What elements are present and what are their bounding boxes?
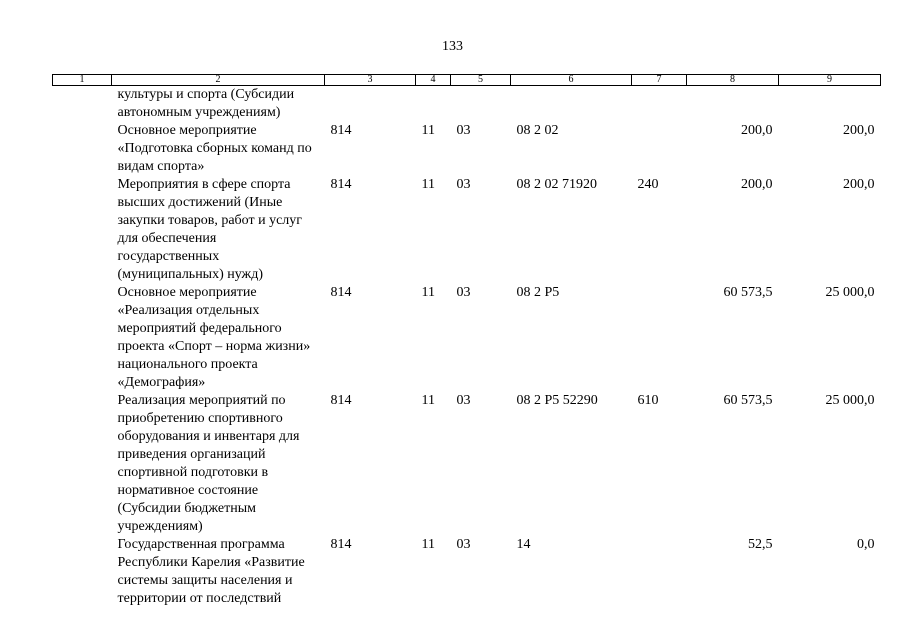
- row-target-code: 08 2 P5: [516, 285, 560, 300]
- column-header-5: 5: [451, 75, 511, 86]
- row-expense-type: [632, 86, 687, 123]
- row-admin-code: 814: [330, 123, 352, 138]
- row-name: Мероприятия в сфере спорта высших достижений (Иные закупки товаров, работ и услуг для обеспечения государственных (муниципальных) нужд): [117, 177, 303, 282]
- row-subsection: [451, 86, 511, 123]
- row-amount-1: 200,0: [741, 177, 773, 192]
- table-row: [53, 122, 881, 176]
- row-expense-type: [632, 536, 687, 608]
- row-col1: [53, 392, 112, 536]
- table-row: [53, 392, 881, 536]
- row-subsection: 03: [456, 177, 471, 192]
- row-expense-type: [632, 122, 687, 176]
- row-col1: [53, 122, 112, 176]
- column-header-4: 4: [416, 75, 451, 86]
- row-amount-2: 25 000,0: [825, 393, 875, 408]
- row-admin-code: 814: [330, 177, 352, 192]
- row-section: 11: [421, 537, 435, 552]
- row-section: [416, 86, 451, 123]
- row-col1: [53, 536, 112, 608]
- row-target-code: 08 2 02 71920: [516, 177, 597, 192]
- column-header-2: 2: [112, 75, 325, 86]
- row-target-code: 08 2 02: [516, 123, 559, 138]
- row-subsection: 03: [456, 123, 471, 138]
- column-number-header: [53, 75, 881, 86]
- row-target-code: [511, 86, 632, 123]
- row-amount-1: 52,5: [748, 537, 773, 552]
- row-amount-2: [779, 86, 881, 123]
- row-subsection: 03: [456, 537, 471, 552]
- row-subsection: 03: [456, 393, 471, 408]
- row-name: Реализация мероприятий по приобретению спортивного оборудования и инвентаря для приведения организаций спортивной подготовки в нормативное состояние (Субсидии бюджетным учреждениям): [117, 393, 300, 534]
- row-col1: [53, 284, 112, 392]
- row-name: Основное мероприятие «Подготовка сборных команд по видам спорта»: [117, 123, 312, 174]
- row-expense-type: 610: [637, 393, 659, 408]
- column-header-7: 7: [632, 75, 687, 86]
- row-amount-2: 25 000,0: [825, 285, 875, 300]
- row-target-code: 08 2 P5 52290: [516, 393, 598, 408]
- row-section: 11: [421, 393, 435, 408]
- column-header-6: 6: [511, 75, 632, 86]
- row-subsection: 03: [456, 285, 471, 300]
- row-amount-1: 60 573,5: [723, 393, 773, 408]
- row-admin-code: 814: [330, 285, 352, 300]
- row-admin-code: [325, 86, 416, 123]
- row-amount-2: 200,0: [843, 177, 875, 192]
- row-section: 11: [421, 285, 435, 300]
- column-header-8: 8: [687, 75, 779, 86]
- row-col1: [53, 176, 112, 284]
- row-amount-2: 0,0: [857, 537, 875, 552]
- row-amount-1: 60 573,5: [723, 285, 773, 300]
- row-amount-2: 200,0: [843, 123, 875, 138]
- column-header-3: 3: [325, 75, 416, 86]
- row-target-code: 14: [516, 537, 531, 552]
- row-name: Государственная программа Республики Карелия «Развитие системы защиты населения и территории от последствий: [117, 537, 305, 606]
- table-row: [53, 536, 881, 608]
- row-amount-1: [687, 86, 779, 123]
- row-admin-code: 814: [330, 537, 352, 552]
- budget-table: [52, 74, 881, 608]
- table-row: [53, 176, 881, 284]
- row-section: 11: [421, 177, 435, 192]
- column-header-1: 1: [53, 75, 112, 86]
- row-expense-type: [632, 284, 687, 392]
- page-number: 133: [442, 39, 463, 54]
- column-header-9: 9: [779, 75, 881, 86]
- row-name: культуры и спорта (Субсидии автономным учреждениям): [117, 87, 295, 120]
- row-expense-type: 240: [637, 177, 659, 192]
- row-col1: [53, 86, 112, 123]
- row-name: Основное мероприятие «Реализация отдельных мероприятий федерального проекта «Спорт – норма жизни» национального проекта «Демография»: [117, 285, 311, 390]
- table-row: [53, 86, 881, 123]
- table-row: [53, 284, 881, 392]
- row-section: 11: [421, 123, 435, 138]
- row-amount-1: 200,0: [741, 123, 773, 138]
- row-admin-code: 814: [330, 393, 352, 408]
